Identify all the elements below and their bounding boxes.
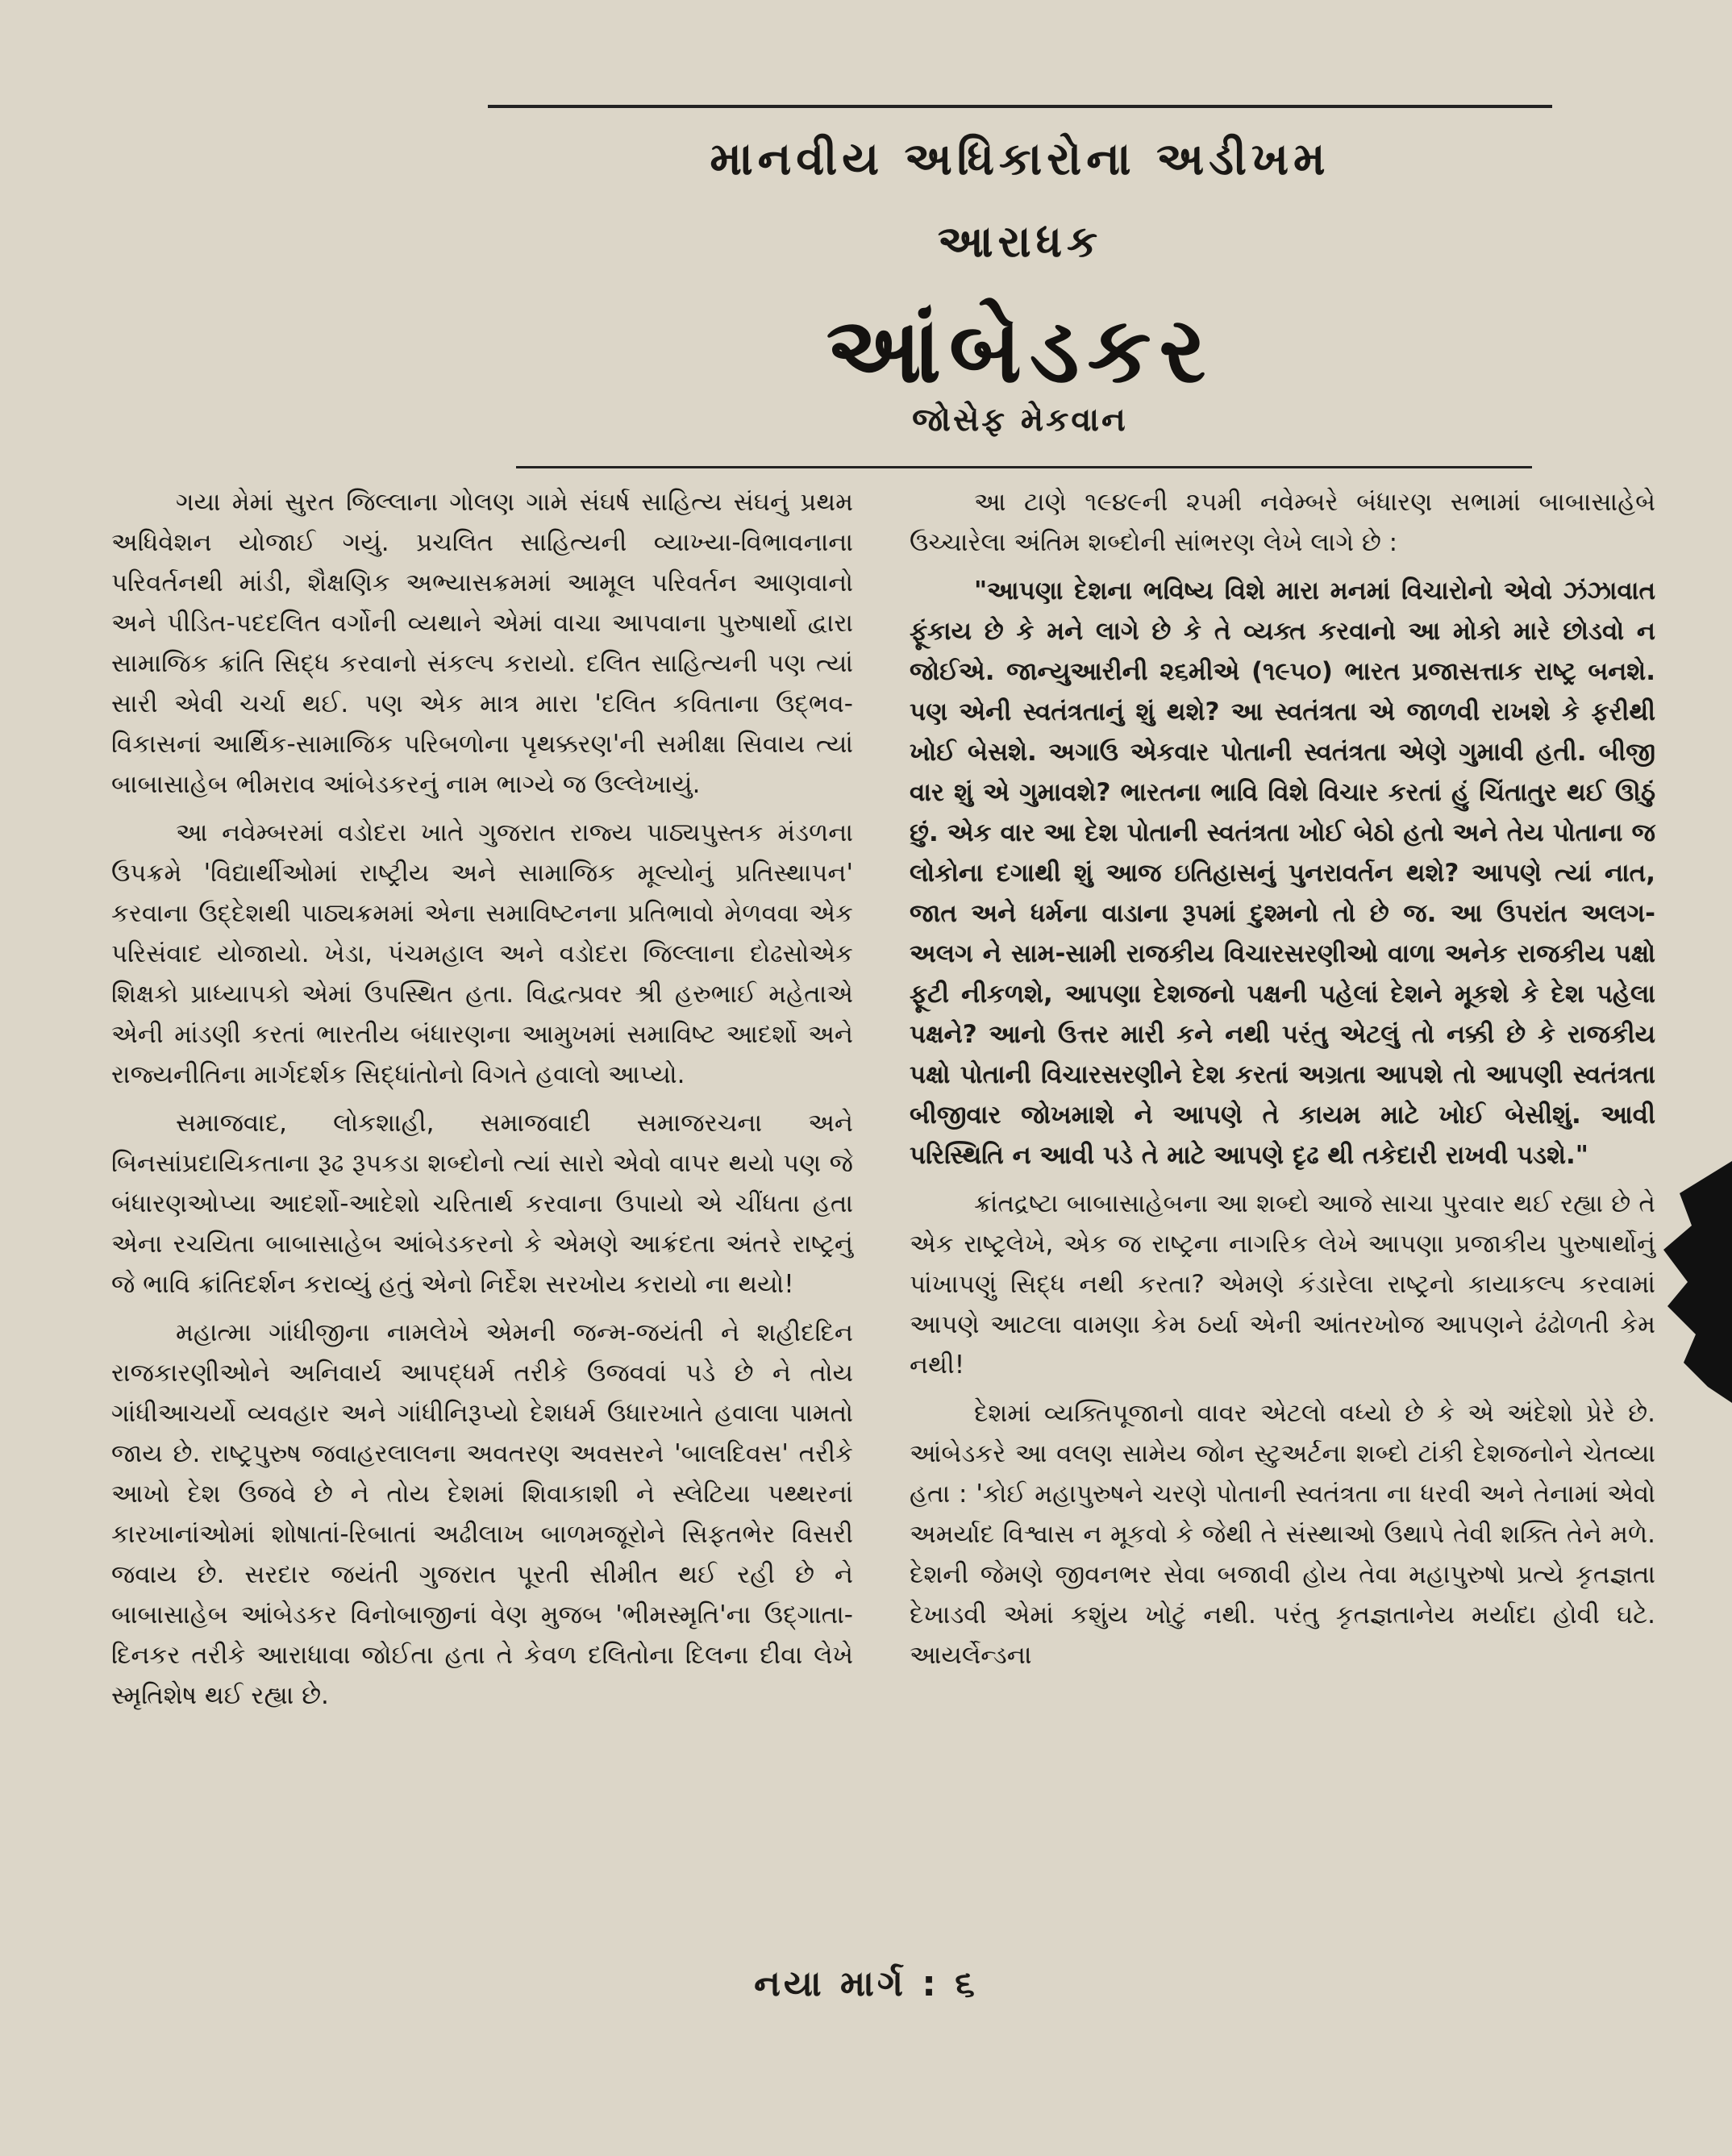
left-paragraph-4: મહાત્મા ગાંધીજીના નામલેખે એમની જન્મ-જયંતી ને શહીદદિન રાજકારણીઓને અનિવાર્ય આપદ્ધર્મ તરીકે ઉજવવાં પડે છે ને તોય ગાંધીઆચર્યો વ્યવહાર અને ગાંધીનિરૂપ્યો દેશધર્મ ઉધારખાતે હવાલા પામતો જાય છે. રાષ્ટ્રપુરુષ જવાહરલાલના અવતરણ અવસરને 'બાલદિવસ' તરીકે આખો દેશ ઉજવે છે ને તોય દેશમાં શિવાકાશી ને સ્લેટિયા પથ્થરનાં કારખાનાંઓમાં શોષાતાં-રિબાતાં અઢીલાખ બાળમજૂરોને સિફતભેર વિસરી જવાય છે. સરદાર જયંતી ગુજરાત પૂરતી સીમીત થઈ રહી છે ને બાબાસાહેબ આંબેડકર વિનોબાજીનાં વેણ મુજબ 'ભીમસ્મૃતિ'ના ઉદ્ગાતા-દિનકર તરીકે આરાધાવા જોઈતા હતા તે કેવળ દલિતોના દિલના દીવા લેખે સ્મૃતિશેષ થઈ રહ્યા છે. — [111, 1318, 853, 1710]
kicker-line-1: માનવીય અધિકારોના અડીખમ — [710, 133, 1330, 185]
torn-page-edge — [1651, 1161, 1732, 1403]
article-title: આંબેડકર — [826, 298, 1214, 403]
ambedkar-quote: "આપણા દેશના ભવિષ્ય વિશે મારા મનમાં વિચારોનો એવો ઝંઝાવાત ફૂંકાય છે કે મને લાગે છે કે તે વ્યક્ત કરવાનો આ મોકો મારે છોડવો ન જોઈએ. જાન્યુઆરીની ૨૬મીએ (૧૯૫૦) ભારત પ્રજાસત્તાક રાષ્ટ્ર બનશે. પણ એની સ્વતંત્રતાનું શું થશે? આ સ્વતંત્રતા એ જાળવી રાખશે કે ફરીથી ખોઈ બેસશે. અગાઉ એકવાર પોતાની સ્વતંત્રતા એણે ગુમાવી હતી. બીજી વાર શું એ ગુમાવશે? ભારતના ભાવિ વિશે વિચાર કરતાં હું ચિંતાતુર થઈ ઊઠું છું. એક વાર આ દેશ પોતાની સ્વતંત્રતા ખોઈ બેઠો હતો અને તેય પોતાના જ લોકોના દગાથી શું આજ ઇતિહાસનું પુનરાવર્તન થશે? આપણે ત્યાં નાત, જાત અને ધર્મના વાડાના રૂપમાં દુશ્મનો તો છે જ. આ ઉપરાંત અલગ-અલગ ને સામ-સામી રાજકીય વિચારસરણીઓ વાળા અનેક રાજકીય પક્ષો ફૂટી નીકળશે, આપણા દેશજનો પક્ષની પહેલાં દેશને મૂકશે કે દેશ પહેલા પક્ષને? આનો ઉત્તર મારી કને નથી પરંતુ એટલું તો નક્કી છે કે રાજકીય પક્ષો પોતાની વિચારસરણીને દેશ કરતાં અગ્રતા આપશે તો આપણી સ્વતંત્રતા બીજીવાર જોખમાશે ને આપણે તે કાયમ માટે ખોઈ બેસીશું. આવી પરિસ્થિતિ ન આવી પડે તે માટે આપણે દૃઢ થી તકેદારી રાખવી પડશે." — [910, 576, 1655, 1170]
left-paragraph-1: ગયા મેમાં સુરત જિલ્લાના ગોલણ ગામે સંઘર્ષ સાહિત્ય સંઘનું પ્રથમ અધિવેશન યોજાઈ ગયું. પ્રચલિત સાહિત્યની વ્યાખ્યા-વિભાવનાના પરિવર્તનથી માંડી, શૈક્ષણિક અભ્યાસક્રમમાં આમૂલ પરિવર્તન આણવાનો અને પીડિત-પદદલિત વર્ગોની વ્યથાને એમાં વાચા આપવાના પુરુષાર્થો દ્વારા સામાજિક ક્રાંતિ સિદ્ધ કરવાનો સંકલ્પ કરાયો. દલિત સાહિત્યની પણ ત્યાં સારી એવી ચર્ચા થઈ. પણ એક માત્ર મારા 'દલિત કવિતાના ઉદ્ભવ-વિકાસનાં આર્થિક-સામાજિક પરિબળોના પૃથક્કરણ'ની સમીક્ષા સિવાય ત્યાં બાબાસાહેબ ભીમરાવ આંબેડકરનું નામ ભાગ્યે જ ઉલ્લેખાયું. — [111, 488, 853, 799]
kicker-line-2: આરાધક — [937, 216, 1103, 267]
left-column — [111, 482, 853, 1724]
left-paragraph-2: આ નવેમ્બરમાં વડોદરા ખાતે ગુજરાત રાજ્ય પાઠ્યપુસ્તક મંડળના ઉપક્રમે 'વિદ્યાર્થીઓમાં રાષ્ટ્રીય અને સામાજિક મૂલ્યોનું પ્રતિસ્થાપન' કરવાના ઉદ્દેશથી પાઠ્યક્રમમાં એના સમાવિષ્ટનના પ્રતિભાવો મેળવવા એક પરિસંવાદ યોજાયો. ખેડા, પંચમહાલ અને વડોદરા જિલ્લાના દોઢસોએક શિક્ષકો પ્રાધ્યાપકો એમાં ઉપસ્થિત હતા. વિદ્વત્પ્રવર શ્રી હરુભાઈ મહેતાએ એની માંડણી કરતાં ભારતીય બંધારણના આમુખમાં સમાવિષ્ટ આદર્શો અને રાજ્યનીતિના માર્ગદર્શક સિદ્ધાંતોનો વિગતે હવાલો આપ્યો. — [111, 818, 853, 1089]
right-paragraph-2: દેશમાં વ્યક્તિપૂજાનો વાવર એટલો વધ્યો છે કે એ અંદેશો પ્રેરે છે. આંબેડકરે આ વલણ સામેય જોન સ્ટુઅર્ટના શબ્દો ટાંકી દેશજનોને ચેતવ્યા હતા : 'કોઈ મહાપુરુષને ચરણે પોતાની સ્વતંત્રતા ના ધરવી અને તેનામાં એવો અમર્યાદ વિશ્વાસ ન મૂકવો કે જેથી તે સંસ્થાઓ ઉથાપે તેવી શક્તિ તેને મળે. દેશની જેમણે જીવનભર સેવા બજાવી હોય તેવા મહાપુરુષો પ્રત્યે કૃતજ્ઞતા દેખાડવી એમાં કશુંય ખોટું નથી. પરંતુ કૃતજ્ઞતાનેય મર્યાદા હોવી ઘટે. આયર્લેન્ડના — [910, 1399, 1655, 1670]
top-rule — [488, 105, 1552, 108]
right-paragraph-1: ક્રાંતદ્રષ્ટા બાબાસાહેબના આ શબ્દો આજે સાચા પુરવાર થઈ રહ્યા છે તે એક રાષ્ટ્રલેખે, એક જ રાષ્ટ્રના નાગરિક લેખે આપણા પ્રજાકીય પુરુષાર્થોનું પાંખાપણું સિદ્ધ નથી કરતા? એમણે કંડારેલા રાષ્ટ્રનો કાયાકલ્પ કરવામાં આપણે આટલા વામણા કેમ ઠર્યા એની આંતરખોજ આપણને ઢંઢોળતી કેમ નથી! — [910, 1189, 1655, 1380]
left-paragraph-3: સમાજવાદ, લોકશાહી, સમાજવાદી સમાજરચના અને બિનસાંપ્રદાયિકતાના રૂઢ રૂપકડા શબ્દોનો ત્યાં સારો એવો વાપર થયો પણ જે બંધારણઓપ્યા આદર્શો-આદેશો ચરિતાર્થ કરવાના ઉપાયો એ ચીંધતા હતા એના રચયિતા બાબાસાહેબ આંબેડકરનો કે એમણે આક્રંદતા અંતરે રાષ્ટ્રનું જે ભાવિ ક્રાંતિદર્શન કરાવ્યું હતું એનો નિર્દેશ સરખોય કરાયો ના થયો! — [111, 1109, 853, 1299]
right-column — [910, 482, 1655, 1684]
author-byline: જોસેફ મેકવાન — [912, 402, 1128, 439]
header-rule — [516, 466, 1532, 468]
right-intro: આ ટાણે ૧૯૪૯ની ૨૫મી નવેમ્બરે બંધારણ સભામાં બાબાસાહેબે ઉચ્ચારેલા અંતિમ શબ્દોની સાંભરણ લેખે લાગે છે : — [910, 488, 1655, 557]
page-footer: નયા માર્ગ : ૬ — [754, 1963, 978, 2004]
